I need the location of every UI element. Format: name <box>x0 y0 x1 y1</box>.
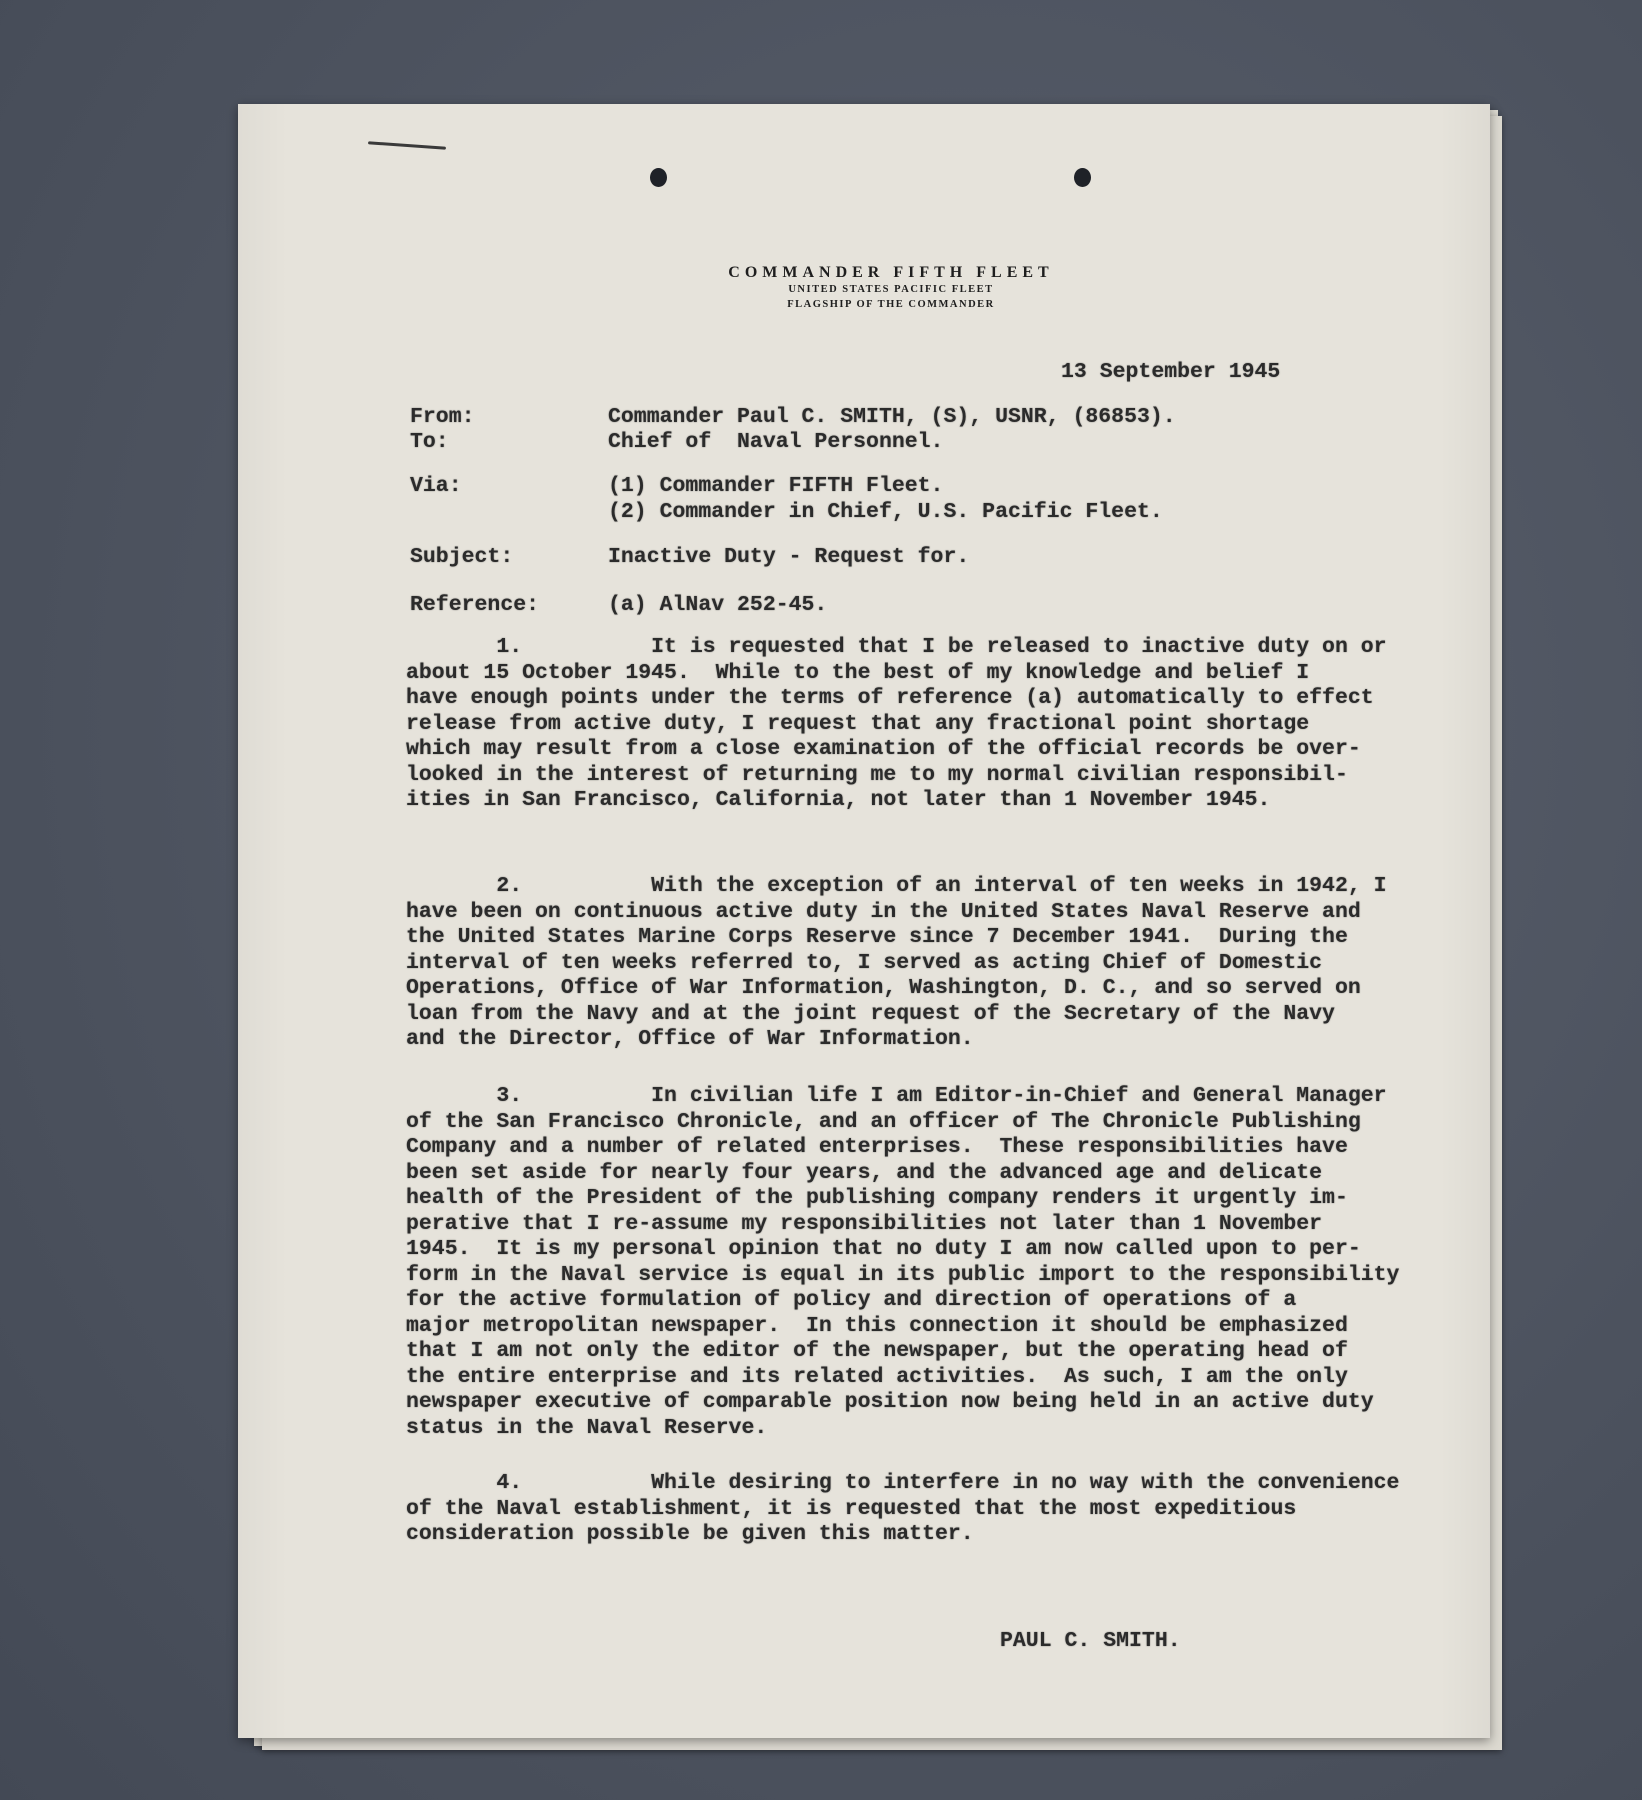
letter-page <box>238 104 1490 1738</box>
letterhead-line-2: FLAGSHIP OF THE COMMANDER <box>787 299 995 310</box>
via-value-1: (1) Commander FIFTH Fleet. <box>608 474 944 498</box>
letterhead-line-1: UNITED STATES PACIFIC FLEET <box>788 284 994 295</box>
letterhead <box>265 264 1517 312</box>
reference-value: (a) AlNav 252-45. <box>608 593 828 617</box>
from-value: Commander Paul C. SMITH, (S), USNR, (86853). <box>608 405 1176 429</box>
reference-label: Reference: <box>410 593 540 617</box>
paragraph-2: 2. With the exception of an interval of ten weeks in 1942, I have been on continuous active duty in the United States Naval Reserve and the United States Marine Corps Reserve since 7 December 1941. During the interval of ten weeks referred to, I served as acting Chief of Domestic Operations, Office of War Information, Washington, D. C., and so served on loan from the Navy and at the joint request of the Secretary of the Navy and the Director, Office of War Information. <box>406 874 1387 1051</box>
signature-name: PAUL C. SMITH. <box>1000 1629 1181 1653</box>
via-value-2: (2) Commander in Chief, U.S. Pacific Fleet. <box>608 500 1163 524</box>
pencil-mark <box>368 141 446 149</box>
punch-hole-left <box>650 168 667 187</box>
paragraph-4: 4. While desiring to interfere in no way with the convenience of the Naval establishment, it is requested that the most expeditious consideration possible be given this matter. <box>406 1471 1400 1546</box>
paragraph-1: 1. It is requested that I be released to inactive duty on or about 15 October 1945. While to the best of my knowledge and belief I have enough points under the terms of reference (a) automatically to effect release from active duty, I request that any fractional point shortage which may result from a close examination of the official records be over- looked in the interest of returning me to my normal civilian responsibil- ities in San Francisco, California, not later than 1 November 1945. <box>406 635 1387 812</box>
letter-date: 13 September 1945 <box>1061 360 1281 384</box>
punch-hole-right <box>1074 168 1091 187</box>
subject-label: Subject: <box>410 545 514 569</box>
from-label: From: <box>410 405 475 429</box>
via-label: Via: <box>410 474 462 498</box>
paragraph-3: 3. In civilian life I am Editor-in-Chief and General Manager of the San Francisco Chronicle, and an officer of The Chronicle Publishing Company and a number of related enterprises. These responsibilities have been set aside for nearly four years, and the advanced age and delicate health of the President of the publishing company renders it urgently im- perative that I re-assume my responsibilities not later than 1 November 1945. It is my personal opinion that no duty I am now called upon to per- form in the Naval service is equal in its public import to the responsibility for the active formulation of policy and direction of operations of a major metropolitan newspaper. In this connection it should be emphasized that I am not only the editor of the newspaper, but the operating head of the entire enterprise and its related activities. As such, I am the only newspaper executive of comparable position now being held in an active duty status in the Naval Reserve. <box>406 1084 1400 1440</box>
subject-value: Inactive Duty - Request for. <box>608 545 970 569</box>
to-value: Chief of Naval Personnel. <box>608 430 944 454</box>
to-label: To: <box>410 430 449 454</box>
letterhead-title: COMMANDER FIFTH FLEET <box>728 264 1054 281</box>
